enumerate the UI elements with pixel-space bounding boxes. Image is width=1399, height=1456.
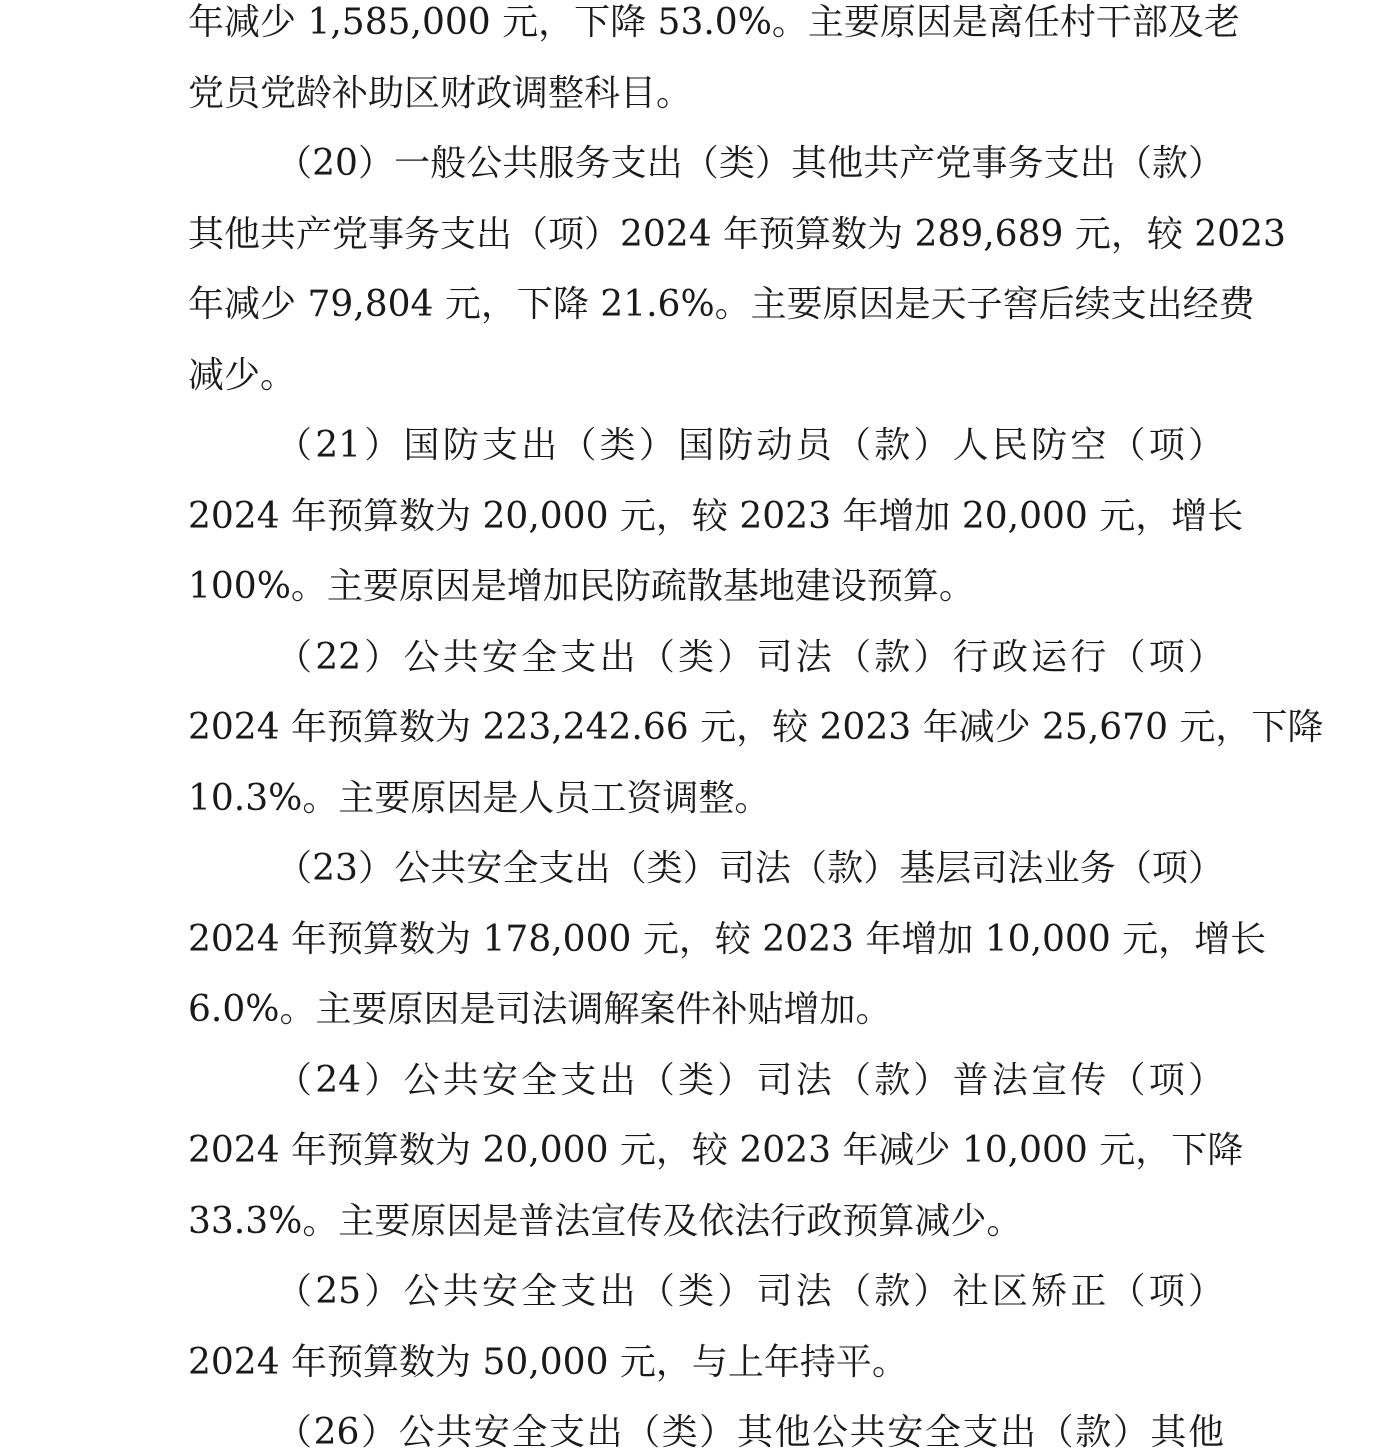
paragraph-19-line-2: 党员党龄补助区财政调整科目。 [188,72,693,114]
paragraph-19-line-1: 年减少 1,585,000 元，下降 53.0%。主要原因是离任村干部及老 [188,2,1240,43]
paragraph-21-line-2: 2024 年预算数为 20,000 元，较 2023 年增加 20,000 元，增长 [188,495,1244,537]
paragraph-25-line-2: 2024 年预算数为 50,000 元，与上年持平。 [188,1341,908,1383]
paragraph-25-line-1: （25）公共安全支出（类）司法（款）社区矫正（项） [276,1271,1224,1312]
paragraph-20-line-1: （20）一般公共服务支出（类）其他共产党事务支出（款） [276,143,1224,184]
document-body [188,0,1324,1456]
paragraph-24-line-3: 33.3%。主要原因是普法宣传及依法行政预算减少。 [188,1200,1023,1242]
paragraph-20-line-2: 其他共产党事务支出（项）2024 年预算数为 289,689 元，较 2023 [188,213,1286,255]
paragraph-21-line-1: （21）国防支出（类）国防动员（款）人民防空（项） [276,425,1224,466]
paragraph-21-line-3: 100%。主要原因是增加民防疏散基地建设预算。 [188,566,975,607]
paragraph-22-line-3: 10.3%。主要原因是人员工资调整。 [188,777,771,819]
paragraph-23-line-3: 6.0%。主要原因是司法调解案件补贴增加。 [188,989,892,1030]
paragraph-22-line-2: 2024 年预算数为 223,242.66 元，较 2023 年减少 25,670 元，下降 [188,707,1324,748]
paragraph-20-line-4: 减少。 [188,354,297,396]
paragraph-24-line-1: （24）公共安全支出（类）司法（款）普法宣传（项） [276,1059,1224,1101]
paragraph-24-line-2: 2024 年预算数为 20,000 元，较 2023 年减少 10,000 元，下降 [188,1130,1244,1171]
paragraph-22-line-1: （22）公共安全支出（类）司法（款）行政运行（项） [276,636,1224,678]
paragraph-23-line-2: 2024 年预算数为 178,000 元，较 2023 年增加 10,000 元，增长 [188,918,1267,960]
paragraph-23-line-1: （23）公共安全支出（类）司法（款）基层司法业务（项） [276,848,1224,889]
paragraph-26-line-1: （26）公共安全支出（类）其他公共安全支出（款）其他 [276,1412,1224,1453]
paragraph-20-line-3: 年减少 79,804 元，下降 21.6%。主要原因是天子窖后续支出经费 [188,284,1255,325]
